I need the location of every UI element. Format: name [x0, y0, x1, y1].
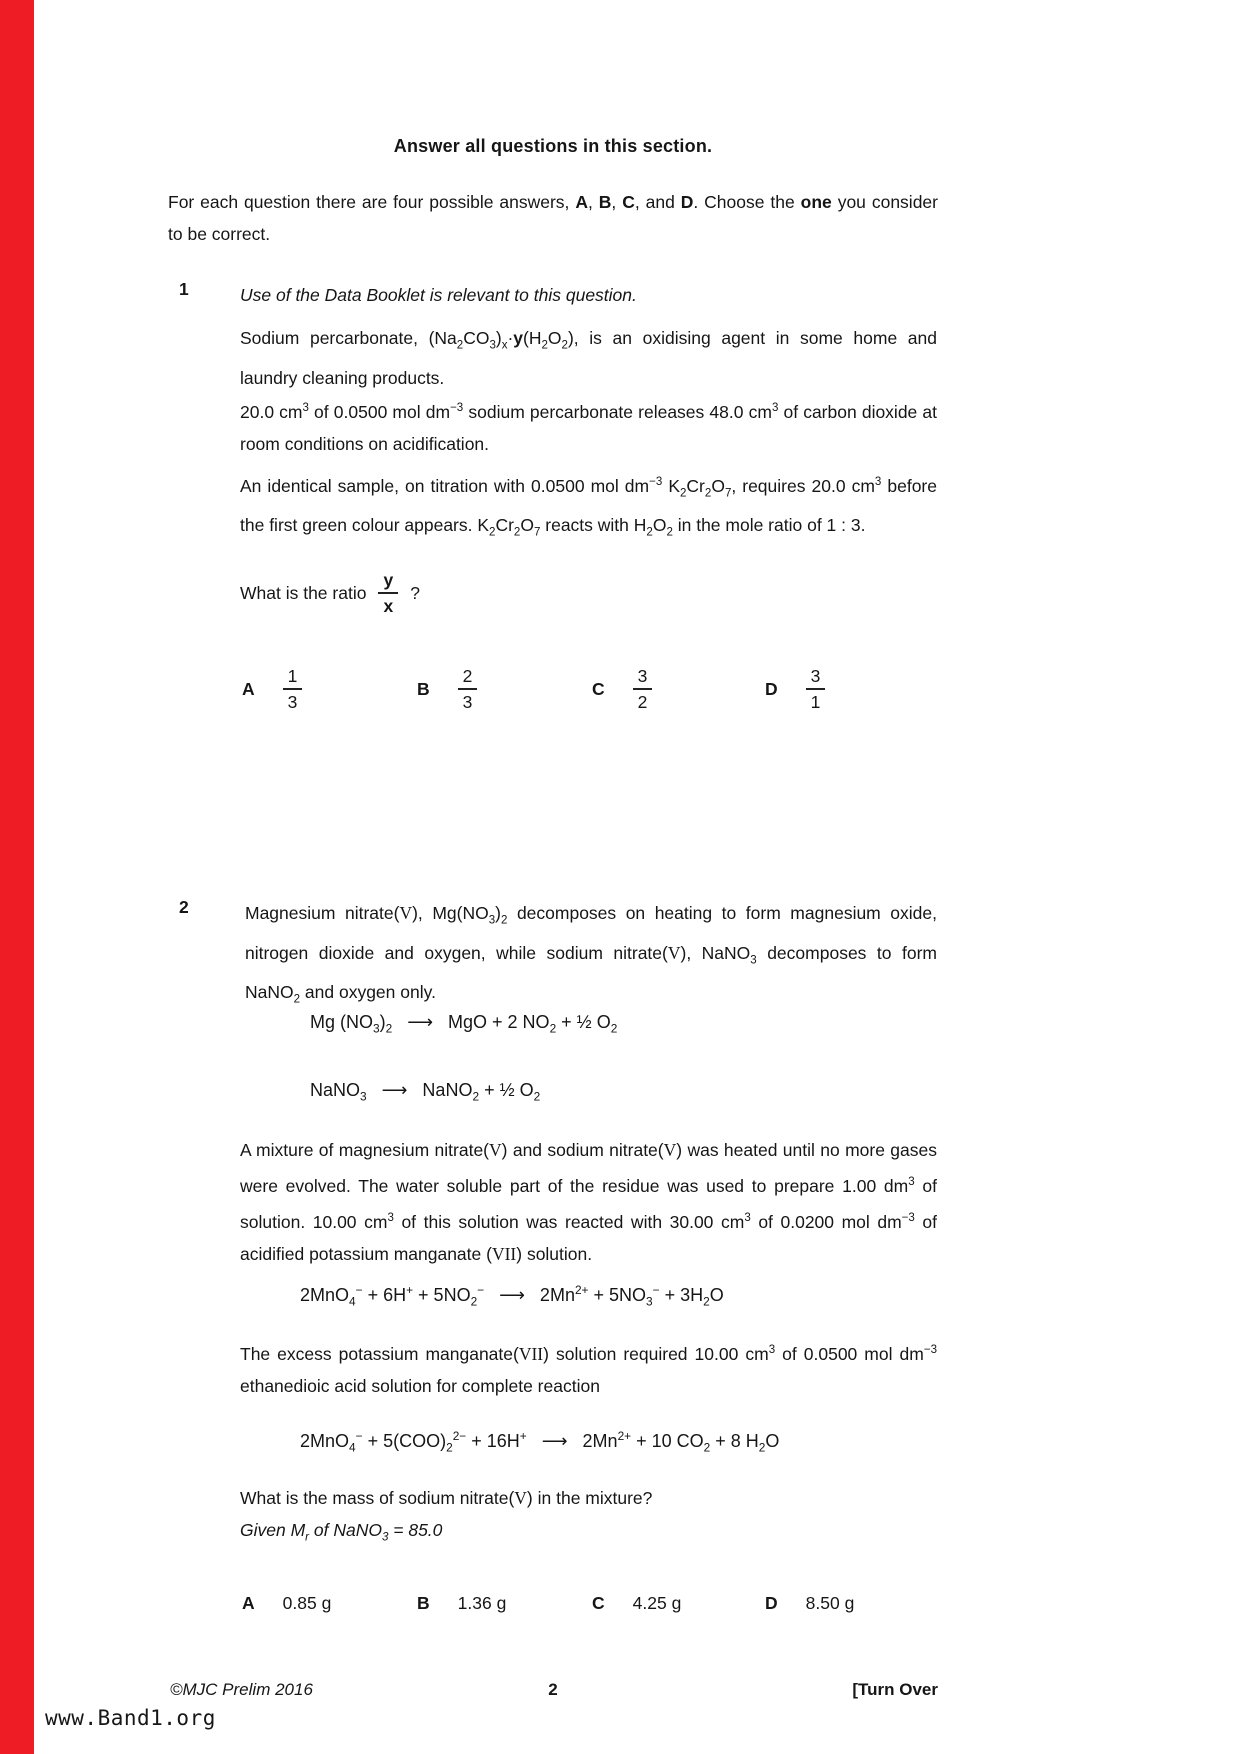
question-1-paragraph: An identical sample, on titration with 0.0500 mol $dm^{-3}$ $K_2Cr_2O_7$, requires 20.0 $cm^3$ before the first green colour appears. $K_2Cr_2O_7$ reacts with $H_2O_2$ in the mole ratio of 1 : 3.: [240, 475, 937, 539]
option-fraction: [806, 666, 826, 712]
fraction-numerator: y: [378, 570, 398, 594]
equation-permanganate-nitrite: $2MnO_4^- + 6H^+ + 5NO_2^-$ ⟶ $2Mn^{2+} + 5NO_3^- + 3H_2O$: [300, 1283, 724, 1309]
question-2-paragraph: The excess potassium manganate(VII) solution required 10.00 $cm^3$ of 0.0500 mol $dm^{-3}$ ethanedioic acid solution for complete reaction: [240, 1343, 938, 1396]
equation-permanganate-oxalate: $2MnO_4^- + 5(COO)_2^{2-} + 16H^+$ ⟶ $2Mn^{2+} + 10$ $CO_2 + 8$ $H_2O$: [300, 1429, 780, 1455]
section-intro: For each question there are four possible answers, A, B, C, and D. Choose the one you consider to be correct.: [168, 192, 938, 244]
question-1-paragraph: 20.0 $cm^3$ of 0.0500 mol $dm^{-3}$ sodium percarbonate releases 48.0 $cm^3$ of carbon dioxide at room conditions on acidification.: [240, 401, 938, 454]
section-header: Answer all questions in this section.: [393, 136, 713, 156]
option-value: 0.85 g: [282, 1593, 332, 1613]
fraction-numerator: 2: [458, 666, 478, 690]
option-a: [242, 1593, 331, 1614]
option-label: B: [417, 1593, 430, 1613]
footer-page-number: 2: [548, 1680, 558, 1699]
option-d: [765, 1593, 854, 1614]
question-mark: ?: [410, 582, 420, 603]
fraction-denominator: 2: [637, 692, 648, 713]
option-b: [417, 1593, 506, 1614]
question-2-paragraph: Magnesium nitrate(V), $Mg(NO_3)_2$ decomposes on heating to form magnesium oxide, nitrogen dioxide and oxygen, while sodium nitrate(V), NaNO$_3$ decomposes to form NaNO$_2$ and oxygen only.: [245, 903, 937, 1006]
option-label: D: [765, 1593, 778, 1613]
option-label: A: [242, 1593, 255, 1613]
equation-mg-nitrate: Mg $(NO_3)_2$ ⟶ MgO + 2 $NO_2$ + ½ $O_2$: [310, 1012, 618, 1036]
question-2-given: Given $M_r$ of NaNO$_3$ = 85.0: [240, 1520, 443, 1544]
option-label: C: [592, 1593, 605, 1613]
watermark-url: www.Band1.org: [45, 1706, 216, 1730]
option-label: D: [765, 678, 778, 699]
option-label: A: [242, 678, 255, 699]
option-label: C: [592, 678, 605, 699]
option-fraction: [283, 666, 303, 712]
option-label: B: [417, 678, 430, 699]
option-value: 1.36 g: [457, 1593, 507, 1613]
fraction-numerator: 3: [806, 666, 826, 690]
footer-copyright: ©MJC Prelim 2016: [170, 1680, 313, 1699]
question-1-prompt: [240, 570, 420, 616]
option-value: 8.50 g: [805, 1593, 855, 1613]
question-1-prompt-text: What is the ratio: [240, 582, 367, 603]
option-a: [242, 666, 302, 712]
option-value: 4.25 g: [632, 1593, 682, 1613]
question-1-number: 1: [179, 279, 189, 299]
question-1-options: [240, 666, 937, 736]
fraction-denominator: 3: [462, 692, 473, 713]
question-1-paragraph: Sodium percarbonate, $(Na_2CO_3)_x\cdot y(H_2O_2)$, is an oxidising agent in some home and laundry cleaning products.: [240, 328, 937, 388]
option-d: [765, 666, 825, 712]
option-fraction: [633, 666, 653, 712]
ratio-fraction: [378, 570, 398, 616]
fraction-numerator: 3: [633, 666, 653, 690]
fraction-denominator: x: [383, 596, 394, 617]
page-edge-stripe: [0, 0, 34, 1754]
question-1-note: Use of the Data Booklet is relevant to this question.: [240, 285, 637, 305]
fraction-denominator: 1: [810, 692, 821, 713]
option-c: [592, 666, 652, 712]
equation-na-nitrate: NaNO$_3$ ⟶ NaNO$_2$ + ½ $O_2$: [310, 1080, 541, 1104]
option-b: [417, 666, 477, 712]
fraction-denominator: 3: [287, 692, 298, 713]
footer-turn-over: [Turn Over: [852, 1680, 938, 1699]
question-2-options: [240, 1593, 937, 1633]
question-2-number: 2: [179, 897, 189, 917]
question-2-prompt: What is the mass of sodium nitrate(V) in the mixture?: [240, 1488, 653, 1508]
fraction-numerator: 1: [283, 666, 303, 690]
option-c: [592, 1593, 681, 1614]
option-fraction: [458, 666, 478, 712]
question-2-paragraph: A mixture of magnesium nitrate(V) and sodium nitrate(V) was heated until no more gases were evolved. The water soluble part of the residue was used to prepare 1.00 $dm^3$ of solution. 10.00 $cm^3$ of this solution was reacted with 30.00 $cm^3$ of 0.0200 mol $dm^{-3}$ of acidified potassium manganate (VII) solution.: [240, 1140, 938, 1264]
